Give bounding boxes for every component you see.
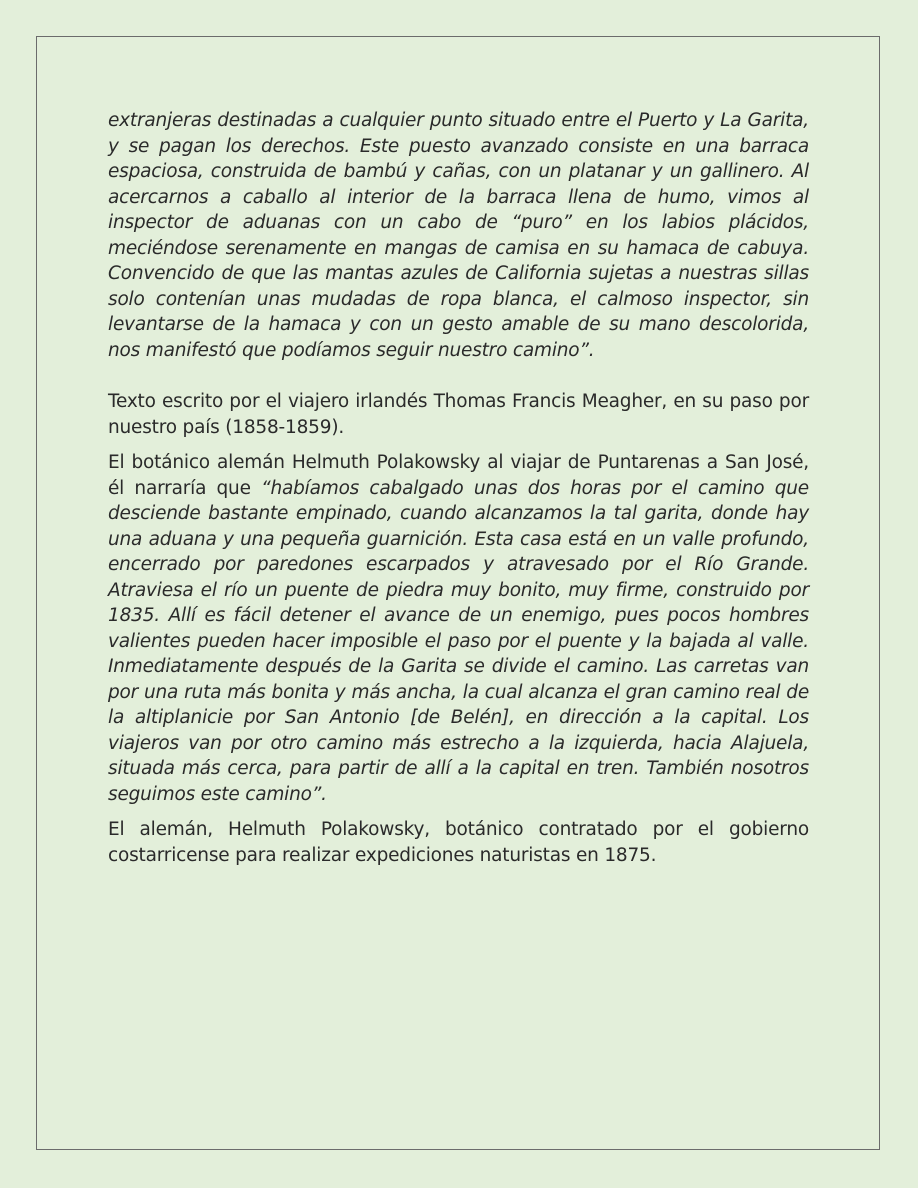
meagher-quote-paragraph: extranjeras destinadas a cualquier punto situado entre el Puerto y La Garita, y se pagan los derechos. Este puesto avanzado consiste en una barraca espaciosa, construida de bambú y cañas, con un platanar y un gallinero. Al acercarnos a caballo al interior de la barraca llena de humo, vimos al inspector de aduanas con un cabo de “puro” en los labios plácidos, meciéndose serenamente en mangas de camisa en su hamaca de cabuya. Convencido de que las mantas azules de California sujetas a nuestras sillas solo contenían unas mudadas de ropa blanca, el calmoso inspector, sin levantarse de la hamaca y con un gesto amable de su mano descolorida, nos manifestó que podíamos seguir nuestro camino”.: [108, 110, 809, 361]
text-body: [108, 108, 809, 868]
polakowsky-intro-text: El botánico alemán Helmuth Polakowsky al viajar de Puntarenas a San José, él narraría que: [108, 452, 809, 499]
polakowsky-caption-paragraph: El alemán, Helmuth Polakowsky, botánico contratado por el gobierno costarricense para realizar expediciones naturistas en 1875.: [108, 819, 809, 866]
polakowsky-quote-text: “habíamos cabalgado unas dos horas por el camino que desciende bastante empinado, cuando alcanzamos la tal garita, donde hay una aduana y una pequeña guarnición. Esta casa está en un valle profundo, encerrado por paredones escarpados y atravesado por el Río Grande. Atraviesa el río un puente de piedra muy bonito, muy firme, construido por 1835. Allí es fácil detener el avance de un enemigo, pues pocos hombres valientes pueden hacer imposible el paso por el puente y la bajada al valle. Inmediatamente después de la Garita se divide el camino. Las carretas van por una ruta más bonita y más ancha, la cual alcanza el gran camino real de la altiplanicie por San Antonio [de Belén], en dirección a la capital. Los viajeros van por otro camino más estrecho a la izquierda, hacia Alajuela, situada más cerca, para partir de allí a la capital en tren. También nosotros seguimos este camino”.: [108, 477, 809, 805]
meagher-caption-paragraph: Texto escrito por el viajero irlandés Thomas Francis Meagher, en su paso por nuestro país (1858-1859).: [108, 391, 809, 438]
polakowsky-paragraph: [108, 450, 809, 807]
